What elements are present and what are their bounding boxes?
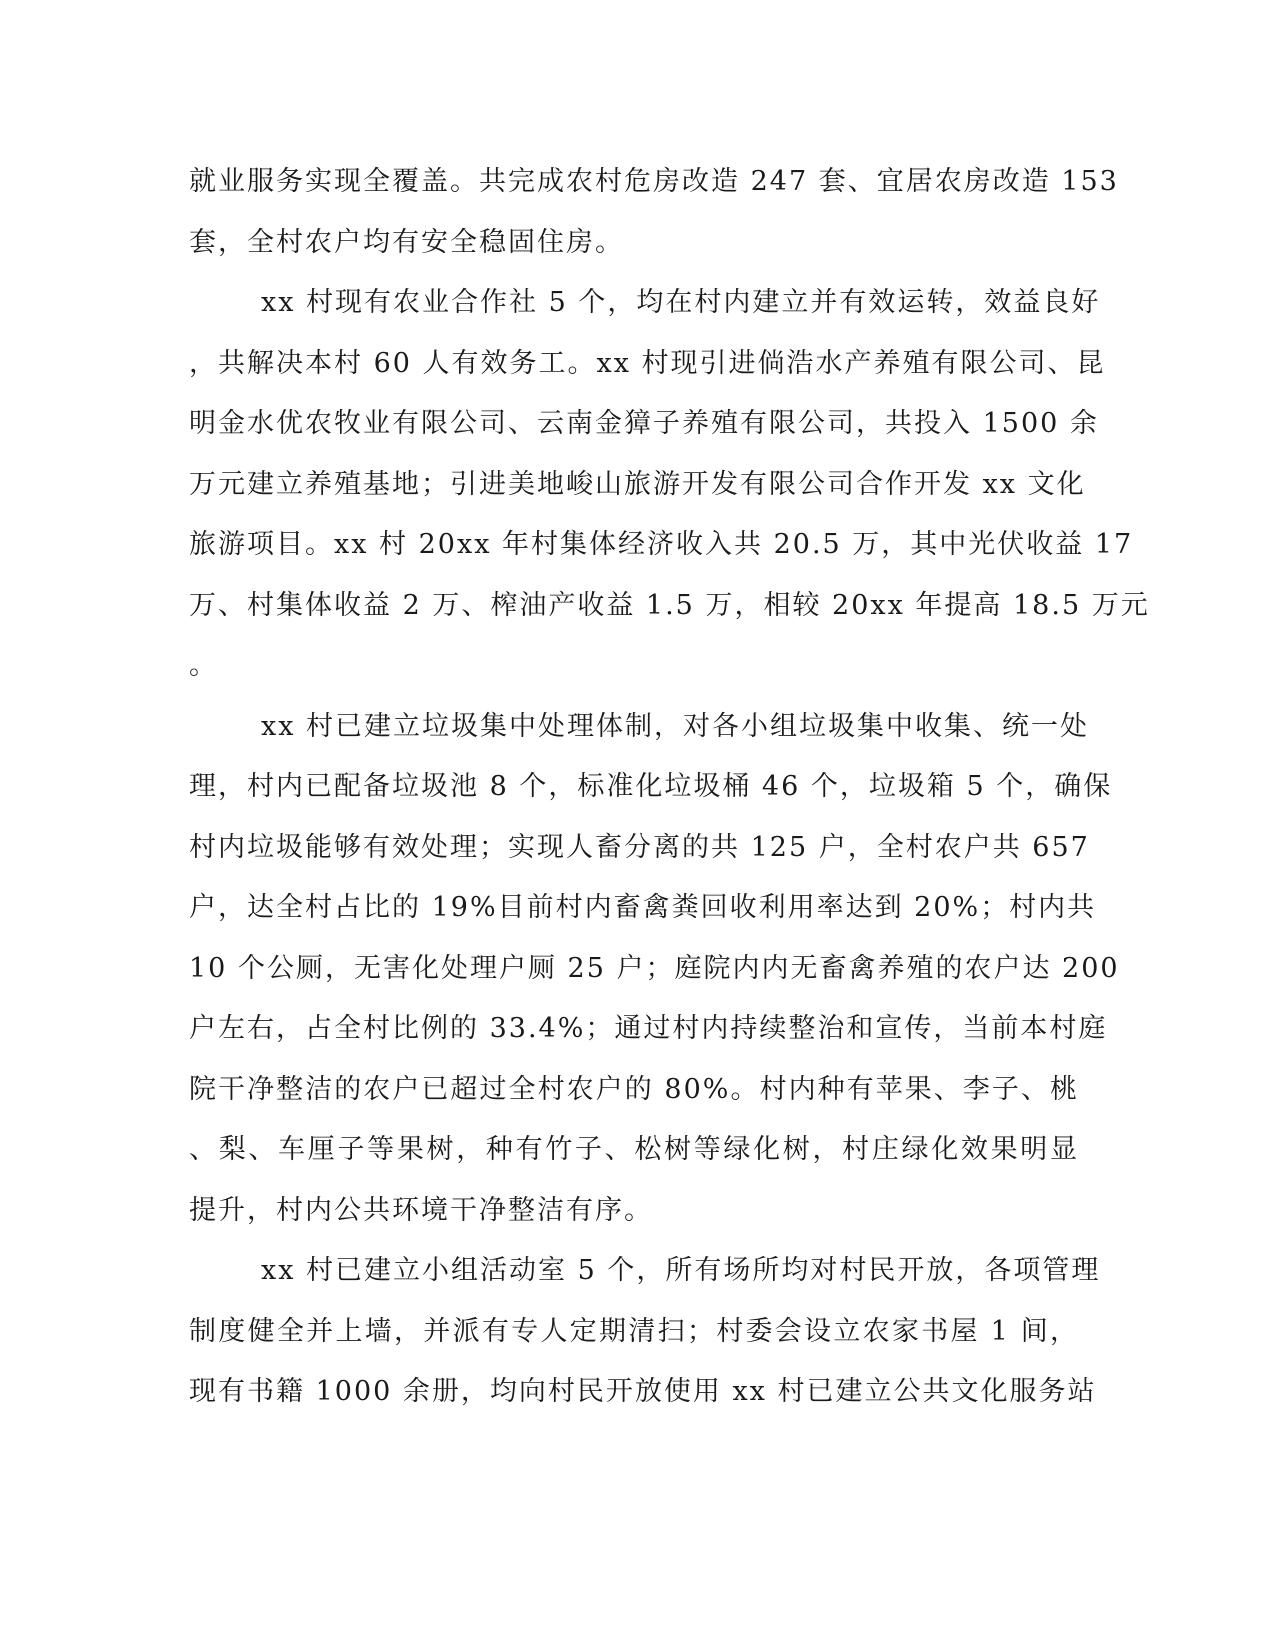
text-line: xx 村现有农业合作社 5 个，均在村内建立并有效运转，效益良好 <box>261 287 1101 318</box>
text-line: 理，村内已配备垃圾池 8 个，标准化垃圾桶 46 个，垃圾箱 5 个，确保 <box>189 771 1113 802</box>
paragraph-1 <box>189 152 1119 273</box>
text-line: 现有书籍 1000 余册，均向村民开放使用 xx 村已建立公共文化服务站 <box>189 1376 1097 1407</box>
paragraph-4 <box>189 1241 1101 1423</box>
text-line: 院干净整洁的农户已超过全村农户的 80%。村内种有苹果、李子、桃 <box>189 1073 1079 1105</box>
text-line: xx 村已建立垃圾集中处理体制，对各小组垃圾集中收集、统一处 <box>261 710 1090 742</box>
text-line: 万、村集体收益 2 万、榨油产收益 1.5 万，相较 20xx 年提高 18.5 万元 <box>189 589 1150 621</box>
text-line: 。 <box>189 650 218 681</box>
text-line: 10 个公厕，无害化处理户厕 25 户；庭院内内无畜禽养殖的农户达 200 <box>189 952 1120 984</box>
text-line: 村内垃圾能够有效处理；实现人畜分离的共 125 户，全村农户共 657 <box>189 831 1090 863</box>
text-line: ，共解决本村 60 人有效务工。xx 村现引进倘浩水产养殖有限公司、昆 <box>189 347 1106 379</box>
text-line: 旅游项目。xx 村 20xx 年村集体经济收入共 20.5 万，其中光伏收益 17 <box>189 529 1134 560</box>
text-line: 套，全村农户均有安全稳固住房。 <box>189 226 624 258</box>
text-line: 万元建立养殖基地；引进美地峻山旅游开发有限公司合作开发 xx 文化 <box>189 468 1086 500</box>
text-line: xx 村已建立小组活动室 5 个，所有场所均对村民开放，各项管理 <box>261 1255 1101 1286</box>
text-line: 就业服务实现全覆盖。共完成农村危房改造 247 套、宜居农房改造 153 <box>189 166 1119 197</box>
body-text <box>189 152 1150 1423</box>
text-line: 、梨、车厘子等果树，种有竹子、松树等绿化树，村庄绿化效果明显 <box>189 1134 1079 1165</box>
paragraph-3 <box>189 697 1120 1242</box>
paragraph-2 <box>189 273 1150 697</box>
text-line: 制度健全并上墙，并派有专人定期清扫；村委会设立农家书屋 1 间， <box>189 1315 1079 1347</box>
text-line: 明金水优农牧业有限公司、云南金獐子养殖有限公司，共投入 1500 余 <box>189 408 1099 439</box>
text-line: 户，达全村占比的 19%目前村内畜禽粪回收利用率达到 20%；村内共 <box>189 892 1097 923</box>
text-line: 提升，村内公共环境干净整洁有序。 <box>189 1194 653 1226</box>
text-line: 户左右，占全村比例的 33.4%；通过村内持续整治和宣传，当前本村庭 <box>189 1013 1108 1044</box>
